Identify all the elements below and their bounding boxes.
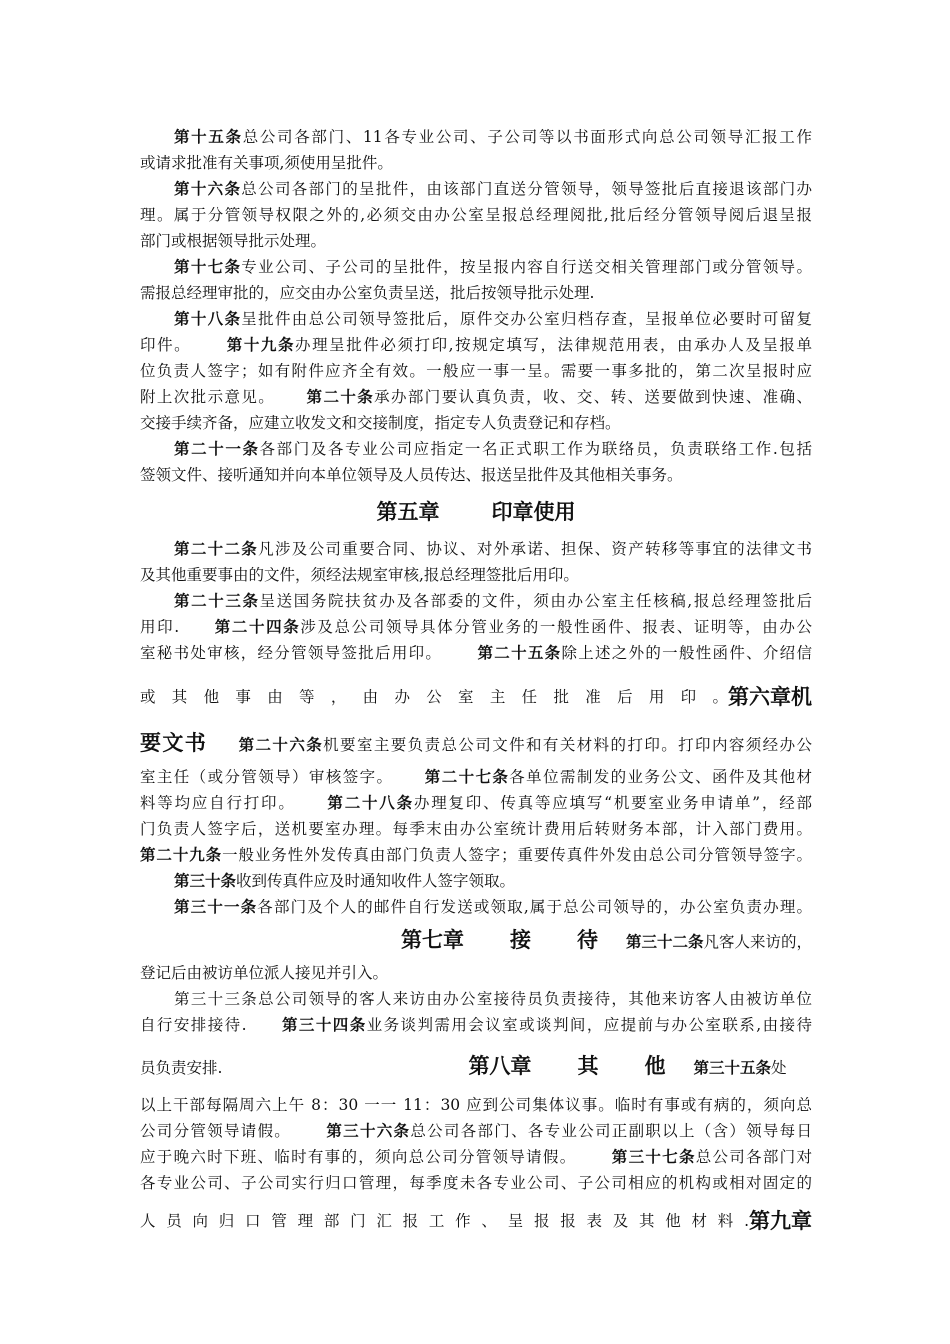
chapter-title: 印章使用 — [491, 499, 576, 524]
article-text: 机要室主要负责总公司文件和有关材料的打印。打印内容须经办公 — [323, 736, 812, 754]
article-30-line — [140, 868, 812, 894]
article-21-line — [140, 436, 812, 462]
article-text: 公司分管领导请假。 — [140, 1122, 292, 1140]
article-label: 第二十八条 — [325, 793, 414, 812]
article-27-line — [140, 764, 812, 790]
article-31-line — [140, 894, 812, 920]
article-label: 第二十条 — [305, 387, 375, 406]
article-label: 第二十七条 — [423, 767, 510, 786]
article-label: 第二十三条 — [174, 591, 260, 610]
article-text: 业务谈判需用会议室或谈判间，应提前与办公室联系,由接待 — [366, 1016, 812, 1034]
text-line — [140, 358, 812, 384]
article-text: 用印. — [140, 618, 180, 636]
chapter-heading: 要文书 — [140, 730, 208, 755]
article-text: 各专业公司、子公司实行归口管理，每季度未各专业公司、子公司相应的机构或相对固定的 — [140, 1174, 812, 1192]
article-label: 第三十条 — [174, 871, 237, 890]
article-text: 以上干部每隔周六上午 8：30 一一 11：30 应到公司集体议事。临时有事或有病的，须向总 — [140, 1096, 812, 1114]
article-text: 除上述之外的一般性函件、介绍信 — [561, 644, 812, 662]
article-text: 需报总经理审批的，应交由办公室负责呈送，批后按领导批示处理. — [140, 284, 595, 302]
article-text: 专业公司、子公司的呈批件，按呈报内容自行送交相关管理部门或分管领导。 — [241, 258, 812, 276]
article-37-line — [140, 1144, 812, 1170]
article-text: 总公司各部门的呈批件，由该部门直送分管领导，领导签批后直接退该部门办 — [241, 180, 812, 198]
article-text: 或其他事由等，由办公室主任批准后用印。 — [140, 688, 728, 706]
text-line — [140, 150, 812, 176]
chapter-8-line — [140, 1048, 812, 1084]
article-18-line — [140, 306, 812, 332]
article-text: 交接手续齐备，应建立收发文和交接制度，指定专人负责登记和存档。 — [140, 414, 621, 432]
article-label: 第二十六条 — [237, 735, 324, 754]
text-line — [140, 1170, 812, 1196]
article-text: 第三十三条总公司领导的客人来访由办公室接待员负责接待，其他来访客人由被访单位 — [174, 990, 812, 1008]
article-label: 第十六条 — [174, 179, 242, 198]
article-label: 第二十一条 — [174, 439, 260, 458]
article-15-line — [140, 124, 812, 150]
text-line — [140, 562, 812, 588]
article-label: 第二十二条 — [174, 539, 259, 558]
article-24-line — [140, 614, 812, 640]
article-text: 呈送国务院扶贫办及各部委的文件，须由办公室主任核稿,报总经理签批后 — [259, 592, 812, 610]
chapter-title: 待 — [576, 927, 598, 952]
article-label: 第三十七条 — [610, 1147, 696, 1166]
article-text: 办理复印、传真等应填写“机要室业务申请单”，经部 — [413, 794, 812, 812]
article-text: 处 — [770, 1059, 787, 1077]
article-label: 第三十二条 — [625, 932, 704, 951]
article-text: 总公司各部门、11各专业公司、子公司等以书面形式向总公司领导汇报工作 — [242, 128, 812, 146]
article-label: 第十八条 — [174, 309, 242, 328]
article-label: 第十五条 — [174, 127, 243, 146]
article-16-line — [140, 176, 812, 202]
article-text: 应于晚六时下班、临时有事的，须向总公司分管领导请假。 — [140, 1148, 577, 1166]
article-text: 门负责人签字后，送机要室办理。每季末由办公室统计费用后转财务本部，计入部门费用。 — [140, 820, 812, 838]
article-text: 室秘书处审核，经分管领导签批后用印。 — [140, 644, 443, 662]
article-text: 总公司各部门、各专业公司正副职以上（含）领导每日 — [410, 1122, 812, 1140]
article-label: 第三十五条 — [693, 1058, 771, 1077]
article-text: 附上次批示意见。 — [140, 388, 276, 406]
text-line — [140, 816, 812, 842]
chapter-number: 第五章 — [376, 499, 440, 524]
article-label: 第十七条 — [174, 257, 242, 276]
chapter-title: 接 — [509, 927, 531, 952]
article-text: 自行安排接待. — [140, 1016, 247, 1034]
article-text: 各部门及个人的邮件自行发送或领取,属于总公司领导的，办公室负责办理。 — [257, 898, 812, 916]
article-text: 签领文件、接听通知并向本单位领导及人员传达、报送呈批件及其他相关事务。 — [140, 466, 683, 484]
article-text: 室主任（或分管领导）审核签字。 — [140, 768, 394, 786]
article-29-line — [140, 842, 812, 868]
article-label: 第三十六条 — [325, 1121, 411, 1140]
text-line — [140, 280, 812, 306]
chapter-number: 第七章 — [400, 927, 464, 952]
article-label: 第二十九条 — [140, 845, 223, 864]
chapter-7-line — [140, 920, 812, 960]
article-text: 承办部门要认真负责，收、交、转、送要做到快速、准确、 — [374, 388, 812, 406]
text-line — [140, 960, 812, 986]
article-text: 员负责安排. — [140, 1059, 223, 1077]
article-text: 收到传真件应及时通知收件人签字领取。 — [236, 872, 516, 890]
article-20-line — [140, 384, 812, 410]
article-text: 登记后由被访单位派人接见并引入。 — [140, 964, 389, 982]
text-line — [140, 1092, 812, 1118]
article-text: 呈批件由总公司领导签批后，原件交办公室归档存查，呈报单位必要时可留复 — [241, 310, 812, 328]
article-25-line — [140, 640, 812, 666]
article-17-line — [140, 254, 812, 280]
text-line — [140, 228, 812, 254]
article-23-line — [140, 588, 812, 614]
article-label: 第十九条 — [225, 335, 296, 354]
article-22-line — [140, 536, 812, 562]
text-line — [140, 202, 812, 228]
article-text: 凡客人来访的， — [703, 933, 812, 951]
article-label: 第二十四条 — [213, 617, 301, 636]
article-text: 各单位需制发的业务公文、函件及其他材 — [509, 768, 812, 786]
article-text: 人员向归口管理部门汇报工作、呈报报表及其他材料. — [140, 1212, 749, 1230]
article-label: 第三十四条 — [280, 1015, 367, 1034]
article-text: 凡涉及公司重要合同、协议、对外承诺、担保、资产转移等事宜的法律文书 — [258, 540, 812, 558]
chapter-title: 其 — [577, 1053, 599, 1078]
article-26-line — [140, 728, 812, 758]
chapter-title: 他 — [644, 1053, 666, 1078]
article-text: 办理呈批件必须打印,按规定填写，法律规范用表，由承办人及呈报单 — [295, 336, 812, 354]
article-34-line — [140, 1012, 812, 1038]
document-page — [140, 124, 812, 1236]
article-text: 涉及总公司领导具体分管业务的一般性函件、报表、证明等，由办公 — [300, 618, 812, 636]
article-text: 部门或根据领导批示处理。 — [140, 232, 327, 250]
article-text: 印件。 — [140, 336, 192, 354]
article-label: 第三十一条 — [174, 897, 258, 916]
chapter-9-line — [140, 1206, 812, 1236]
article-text: 理。属于分管领导权限之外的,必须交由办公室呈报总经理阅批,批后经分管领导阅后退呈报 — [140, 206, 812, 224]
article-28-line — [140, 790, 812, 816]
article-text: 各部门及各专业公司应指定一名正式职工作为联络员，负责联络工作.包括 — [259, 440, 812, 458]
article-33-line — [140, 986, 812, 1012]
article-text: 或请求批准有关事项,须使用呈批件。 — [140, 154, 393, 172]
chapter-5-heading — [140, 492, 812, 532]
chapter-heading: 第九章 — [749, 1208, 812, 1233]
article-text: 总公司各部门对 — [695, 1148, 812, 1166]
chapter-6-line — [140, 682, 812, 712]
text-line — [140, 462, 812, 488]
article-text: 一般业务性外发传真由部门负责人签字；重要传真件外发由总公司分管领导签字。 — [222, 846, 812, 864]
chapter-heading: 第六章机 — [728, 684, 812, 709]
article-text: 及其他重要事由的文件，须经法规室审核,报总经理签批后用印。 — [140, 566, 579, 584]
article-19-line — [140, 332, 812, 358]
article-label: 第二十五条 — [476, 643, 562, 662]
text-line — [140, 410, 812, 436]
chapter-number: 第八章 — [468, 1053, 532, 1078]
article-text: 料等均应自行打印。 — [140, 794, 296, 812]
article-36-line — [140, 1118, 812, 1144]
article-text: 位负责人签字；如有附件应齐全有效。一般应一事一呈。需要一事多批的，第二次呈报时应 — [140, 362, 812, 380]
